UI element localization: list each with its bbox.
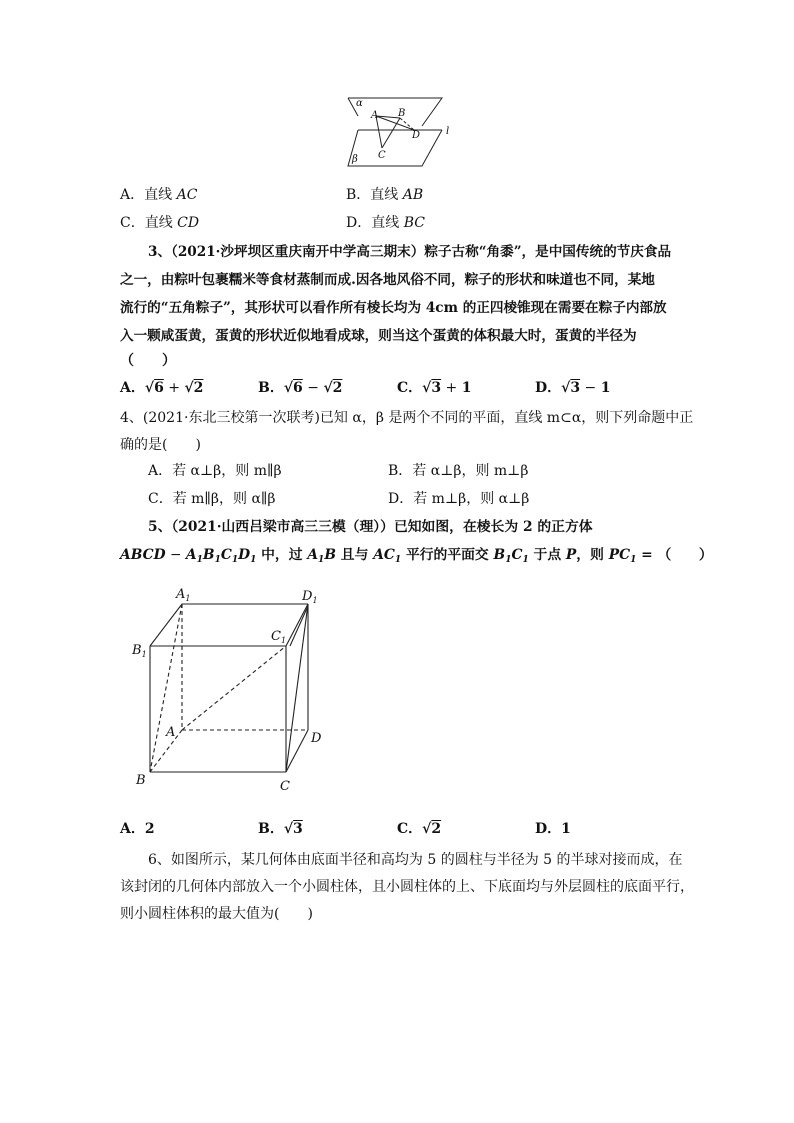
q4-line2: 确的是( ): [120, 437, 201, 453]
constant: 1: [461, 380, 472, 396]
option-letter: A．: [120, 821, 145, 837]
label-D: D: [412, 130, 421, 141]
subscript: 1: [250, 555, 257, 565]
label-C: C: [280, 779, 290, 794]
math-var: A: [307, 547, 319, 563]
q2-option-a[interactable]: [120, 184, 197, 204]
q5-option-b[interactable]: B．√3: [258, 821, 303, 837]
q6-line2: 该封闭的几何体内部放入一个小圆柱体，且小圆柱体的上、下底面均与外层圆柱的底面平行，: [120, 879, 694, 895]
math-var: D: [238, 547, 251, 563]
operator: +: [163, 380, 185, 396]
q4-option-a[interactable]: A．若 α⊥β，则 m∥β: [148, 463, 282, 479]
label-beta: β: [352, 154, 358, 165]
radicand: 2: [431, 821, 442, 837]
option-value: 2: [144, 821, 155, 837]
q5-option-d[interactable]: [535, 818, 571, 838]
label-A1: $A_1$: [176, 587, 191, 603]
subscript: 1: [394, 555, 402, 565]
option-text: 直线: [144, 187, 177, 203]
math-var: C: [511, 547, 523, 563]
label-D: D: [311, 731, 322, 746]
cube-figure: [126, 582, 336, 794]
q2-option-b[interactable]: [346, 184, 423, 204]
q3-line4: 入一颗咸蛋黄，蛋黄的形状近似地看成球，则当这个蛋黄的体积最大时，蛋黄的半径为: [120, 328, 637, 344]
operator: +: [441, 380, 462, 396]
q5-text: 已知如图，在棱长为 2 的正方体: [393, 519, 593, 535]
option-text: 直线: [144, 215, 178, 231]
q5-line2: [120, 543, 713, 565]
math-var: B: [324, 547, 336, 563]
option-letter: D．: [535, 380, 562, 396]
option-letter: B．: [258, 380, 284, 396]
label-B: B: [136, 773, 146, 788]
radicand: 2: [332, 380, 343, 396]
q6-line1: 6、如图所示，某几何体由底面半径和高均为 5 的圆柱与半径为 5 的半球对接而成，在: [148, 852, 683, 868]
option-var: AC: [176, 187, 198, 203]
operator: −: [165, 547, 186, 563]
segment-AD: [376, 116, 414, 130]
q3-option-c[interactable]: C．√3 + 1: [397, 380, 472, 396]
math-var: B: [202, 547, 215, 563]
q5-text: = （ ）: [636, 547, 713, 563]
math-var: ABCD: [120, 547, 166, 563]
q5-source: 5、（2021·山西吕梁市高三三模（理））: [148, 519, 394, 535]
subscript: 1: [196, 555, 203, 565]
label-A: A: [166, 725, 176, 740]
operator: −: [302, 380, 324, 396]
q4-option-b[interactable]: B．若 α⊥β，则 m⊥β: [388, 463, 529, 479]
option-letter: B．: [258, 821, 284, 837]
option-var: BC: [403, 215, 425, 231]
subscript: 1: [505, 555, 512, 565]
segment-BD: [400, 118, 414, 130]
q2-option-c[interactable]: [120, 212, 199, 232]
segment-AC1: [182, 646, 286, 730]
q3-text: 粽子古称“角黍”，是中国传统的节庆食品: [424, 244, 672, 260]
math-var: C: [220, 547, 232, 563]
option-var: AB: [402, 187, 424, 203]
radicand: 6: [154, 380, 164, 396]
q5-text: ，则: [576, 547, 609, 563]
q5-option-c[interactable]: C．√2: [397, 821, 442, 837]
q2-option-d[interactable]: [346, 212, 425, 232]
q3-option-d[interactable]: D．√3 − 1: [535, 380, 611, 396]
q3-blank: （ ）: [120, 353, 176, 369]
segment-BC: [382, 118, 400, 148]
math-var: PC: [608, 547, 631, 563]
q3-line1: [148, 240, 671, 260]
option-letter: C．: [397, 821, 423, 837]
subscript: 1: [318, 555, 325, 565]
constant: 1: [600, 380, 611, 396]
subscript: 1: [231, 555, 239, 565]
label-l: l: [446, 126, 450, 137]
option-value: 1: [561, 821, 571, 837]
label-D1: $D_1$: [302, 589, 318, 605]
q5-text: 中，过: [256, 547, 308, 563]
q5-line1: [148, 515, 593, 535]
math-var: AC: [373, 547, 395, 563]
q4-option-d[interactable]: D．若 m⊥β，则 α⊥β: [388, 491, 530, 507]
math-var: P: [565, 547, 577, 563]
label-C: C: [378, 150, 386, 161]
q3-line2: 之一，由粽叶包裹糯米等食材蒸制而成.因各地风俗不同，粽子的形状和味道也不同，某地: [120, 272, 655, 288]
radicand: 2: [193, 380, 204, 396]
option-letter: A．: [120, 187, 145, 203]
segment-A1B: [150, 604, 182, 772]
q5-text: 于点: [528, 547, 566, 563]
edge-A1B1: [150, 604, 182, 646]
option-letter: D．: [535, 821, 562, 837]
q4-line1: 4、(2021·东北三校第一次联考)已知 α，β 是两个不同的平面，直线 m⊂α，则下列命题中正: [120, 410, 694, 426]
option-letter: B．: [346, 187, 371, 203]
label-B1: $B_1$: [132, 643, 147, 659]
q5-option-a[interactable]: [120, 818, 155, 838]
option-letter: C．: [397, 380, 423, 396]
radicand: 3: [293, 821, 303, 837]
two-planes-figure: [330, 96, 470, 172]
subscript: 1: [522, 555, 529, 565]
option-letter: C．: [120, 215, 145, 231]
label-alpha: α: [356, 98, 363, 109]
q3-option-a[interactable]: A．√6 + √2: [120, 380, 204, 396]
option-var: CD: [177, 215, 200, 231]
option-letter: D．: [346, 215, 372, 231]
q3-source: 3、（2021·沙坪坝区重庆南开中学高三期末）: [148, 244, 425, 260]
math-var: A: [185, 547, 197, 563]
label-B: B: [398, 108, 406, 119]
radicand: 3: [570, 380, 581, 396]
label-A: A: [371, 110, 379, 121]
q4-option-c[interactable]: C．若 m∥β，则 α∥β: [148, 491, 276, 507]
q3-option-b[interactable]: B．√6 − √2: [258, 380, 343, 396]
option-letter: A．: [120, 380, 145, 396]
radicand: 6: [293, 380, 303, 396]
option-text: 直线: [370, 187, 403, 203]
operator: −: [580, 380, 601, 396]
q5-text: 平行的平面交: [401, 547, 494, 563]
q5-text: 且与: [335, 547, 374, 563]
math-var: B: [493, 547, 506, 563]
label-C1: $C_1$: [271, 629, 287, 645]
subscript: 1: [214, 555, 221, 565]
plane-beta-edge: [348, 130, 442, 166]
q3-line3: 流行的“五角粽子”，其形状可以看作所有棱长均为 4cm 的正四棱锥现在需要在粽子内部放: [120, 300, 667, 316]
option-text: 直线: [371, 215, 404, 231]
radicand: 3: [431, 380, 442, 396]
q6-line3: 则小圆柱体积的最大值为( ): [120, 906, 313, 922]
subscript: 1: [630, 555, 637, 565]
